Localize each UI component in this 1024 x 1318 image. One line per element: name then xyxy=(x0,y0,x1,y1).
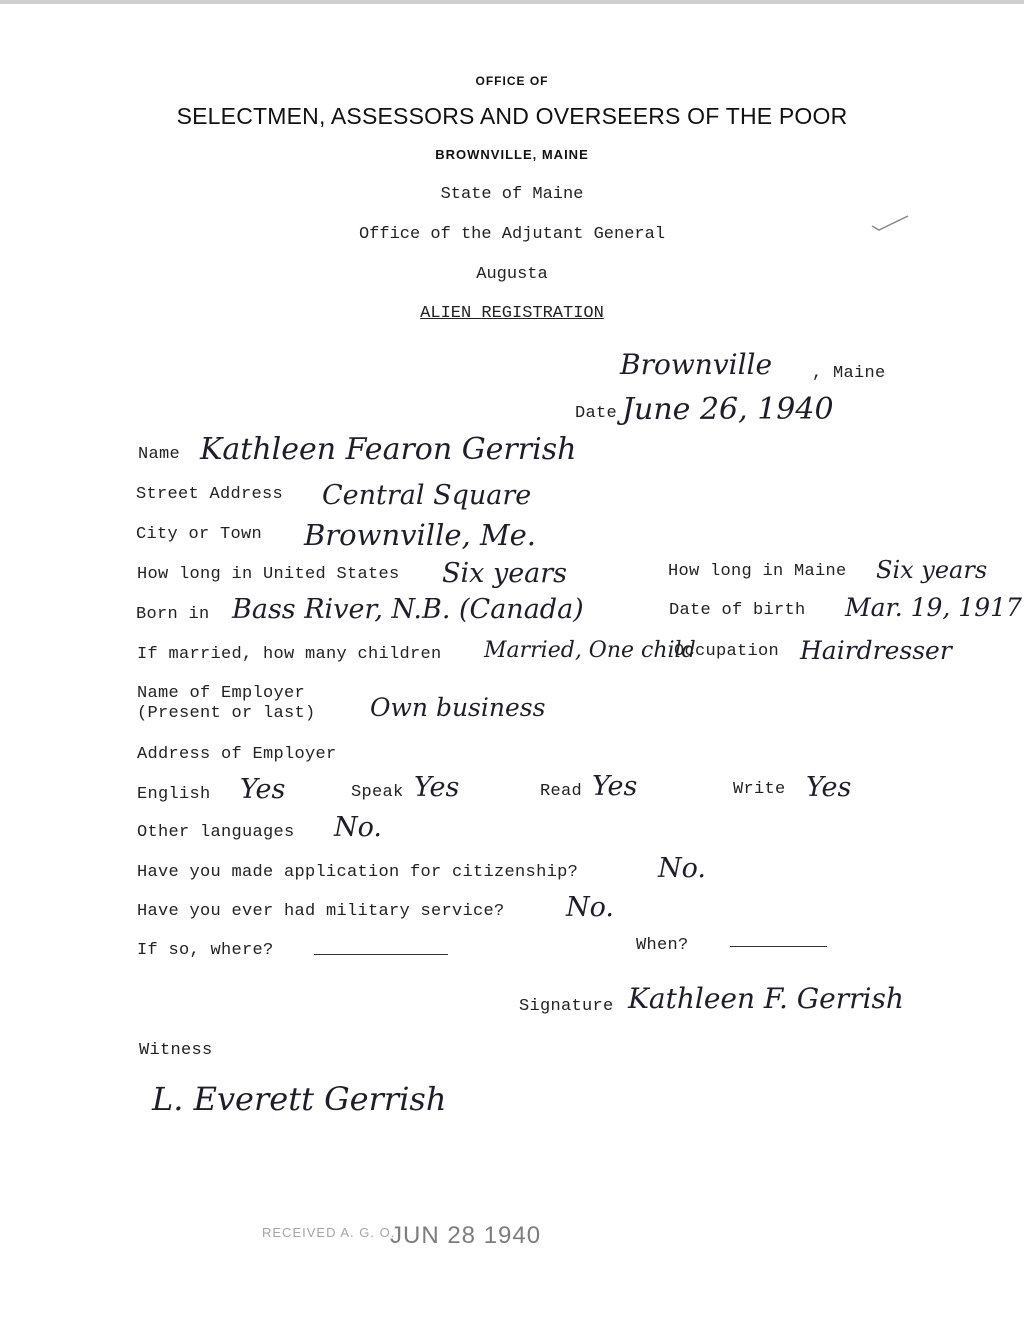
date-value: June 26, 1940 xyxy=(622,392,834,427)
form-title: ALIEN REGISTRATION xyxy=(420,304,604,323)
place-suffix: , Maine xyxy=(812,364,886,383)
letterhead-location: BROWNVILLE, MAINE xyxy=(435,147,589,162)
city-value: Brownville, Me. xyxy=(304,518,537,552)
write-label: Write xyxy=(733,780,786,799)
born-value: Bass River, N.B. (Canada) xyxy=(232,594,584,625)
letterhead-title: SELECTMEN, ASSESSORS AND OVERSEERS OF THE POOR xyxy=(176,103,848,129)
dob-value: Mar. 19, 1917 xyxy=(845,593,1022,622)
other-languages-value: No. xyxy=(334,812,382,843)
applicant-signature xyxy=(626,970,946,1022)
citizenship-label: Have you made application for citizenship? xyxy=(137,863,579,882)
place-value: Brownville xyxy=(620,348,773,381)
english-label: English xyxy=(137,785,211,804)
city-heading: Augusta xyxy=(476,265,548,284)
children-value: Married, One child xyxy=(484,638,696,663)
born-label: Born in xyxy=(136,605,210,624)
when-label: When? xyxy=(636,936,689,955)
name-value: Kathleen Fearon Gerrish xyxy=(200,432,577,467)
years-maine-value: Six years xyxy=(876,556,988,584)
english-value: Yes xyxy=(240,774,286,805)
received-stamp-date: JUN 28 1940 xyxy=(390,1222,542,1249)
occupation-label: Occupation xyxy=(674,642,780,661)
other-languages-label: Other languages xyxy=(137,823,295,842)
speak-value: Yes xyxy=(414,772,460,803)
years-maine-label: How long in Maine xyxy=(668,562,847,581)
citizenship-value: No. xyxy=(658,853,706,884)
witness-signature-text: L. Everett Gerrish xyxy=(152,1080,447,1118)
military-value: No. xyxy=(566,892,614,923)
employer-label: Name of Employer xyxy=(137,684,306,703)
witness-signature xyxy=(150,1066,490,1128)
date-label: Date xyxy=(575,404,618,423)
received-stamp-prefix: RECEIVED A. G. O. xyxy=(262,1225,396,1240)
military-label: Have you ever had military service? xyxy=(137,902,505,921)
employer-value: Own business xyxy=(370,693,546,722)
employer-sublabel: (Present or last) xyxy=(137,704,316,723)
office-heading: Office of the Adjutant General xyxy=(358,225,666,244)
letterhead-office-of: OFFICE OF xyxy=(475,74,549,88)
write-value: Yes xyxy=(806,772,852,803)
state-heading: State of Maine xyxy=(440,185,584,204)
where-label: If so, where? xyxy=(137,941,274,960)
read-value: Yes xyxy=(592,771,638,802)
signature-label: Signature xyxy=(519,997,614,1016)
check-mark-icon xyxy=(870,212,910,234)
occupation-value: Hairdresser xyxy=(800,636,952,665)
where-blank-line xyxy=(314,954,448,955)
street-label: Street Address xyxy=(136,485,284,504)
witness-label: Witness xyxy=(139,1041,213,1060)
dob-label: Date of birth xyxy=(669,601,806,620)
when-blank-line xyxy=(730,946,827,947)
speak-label: Speak xyxy=(351,783,404,802)
read-label: Read xyxy=(540,782,583,801)
employer-address-label: Address of Employer xyxy=(137,745,337,764)
applicant-signature-text: Kathleen F. Gerrish xyxy=(628,982,904,1015)
city-label: City or Town xyxy=(136,525,263,544)
street-value: Central Square xyxy=(322,480,532,511)
years-us-value: Six years xyxy=(442,558,568,589)
scan-edge xyxy=(0,0,1024,4)
years-us-label: How long in United States xyxy=(137,565,400,584)
children-label: If married, how many children xyxy=(137,645,442,664)
name-label: Name xyxy=(138,445,181,464)
